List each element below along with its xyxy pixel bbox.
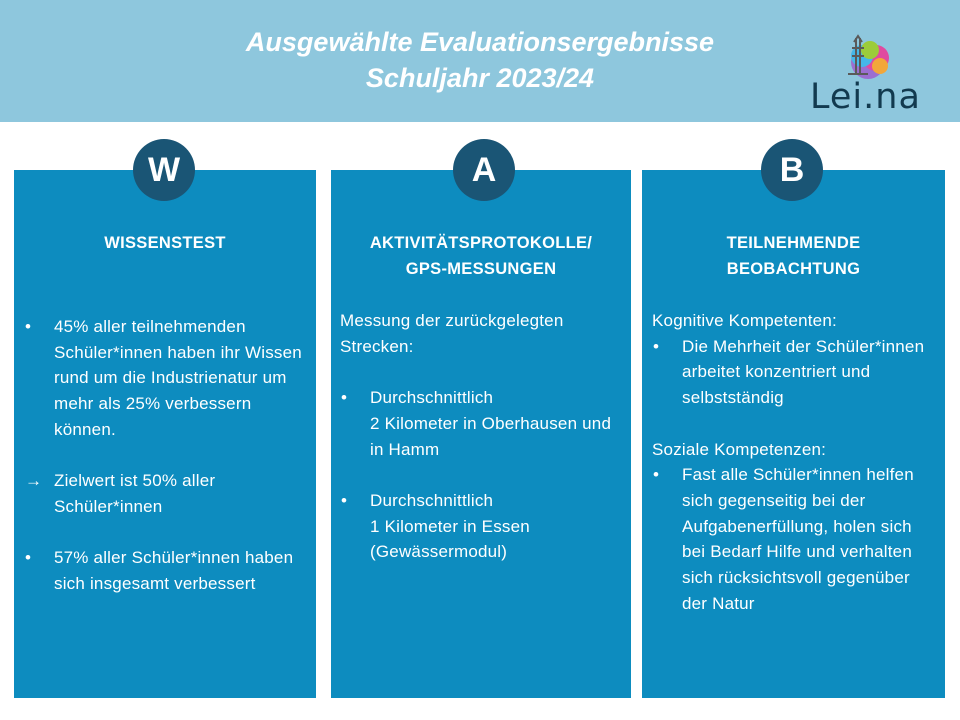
bullet-icon: • xyxy=(25,548,32,568)
section-heading: Soziale Kompetenzen: xyxy=(652,439,827,459)
panel-title xyxy=(642,230,945,282)
list-item xyxy=(652,462,937,616)
intro-text: Messung der zurückgelegten Strecken: xyxy=(340,311,564,356)
logo-text: Lei.na xyxy=(810,77,921,117)
arrow-right-icon: → xyxy=(25,471,43,491)
header-banner xyxy=(0,0,960,122)
list-item-text: 2 Kilometer in Oberhausen und in Hamm xyxy=(370,413,612,459)
bullet-icon: • xyxy=(653,336,660,356)
list-item xyxy=(24,314,310,443)
list-item-heading: Durchschnittlich xyxy=(370,490,494,510)
panel-teilnehmende-beobachtung xyxy=(642,170,945,698)
badge-b: B xyxy=(761,139,823,201)
bullet-icon: • xyxy=(341,490,348,510)
panel-body xyxy=(24,314,310,597)
panel-body xyxy=(652,308,937,616)
bullet-icon: • xyxy=(653,465,660,485)
badge-a: A xyxy=(453,139,515,201)
list-item xyxy=(24,545,310,596)
panel-wissenstest xyxy=(14,170,316,698)
leina-logo xyxy=(806,34,924,116)
list-item xyxy=(24,468,310,519)
panel-title xyxy=(14,230,316,256)
list-item xyxy=(340,488,625,565)
list-item-text: Fast alle Schüler*innen helfen sich gegenseitig bei der Aufgabenerfüllung, holen sich bei Bedarf Hilfe und verhalten sich rücksichtsvoll gegenüber der Natur xyxy=(682,465,914,613)
panel-body xyxy=(340,308,625,565)
list-item-text: 1 Kilometer in Essen (Gewässermodul) xyxy=(370,516,530,562)
list-item-heading: Durchschnittlich xyxy=(370,388,494,408)
panel-title-line-1: TEILNEHMENDE xyxy=(726,234,861,252)
panel-title-line-2: GPS-MESSUNGEN xyxy=(405,260,557,278)
list-item-text: 57% aller Schüler*innen haben sich insgesamt verbessert xyxy=(54,548,294,593)
list-item-text: Die Mehrheit der Schüler*innen arbeitet konzentriert und selbstständig xyxy=(682,336,925,408)
list-item-text: Zielwert ist 50% aller Schüler*innen xyxy=(54,471,216,516)
panel-title-line-1: AKTIVITÄTSPROTOKOLLE/ xyxy=(369,234,593,252)
title-line-1: Ausgewählte Evaluationsergebnisse xyxy=(245,27,715,57)
bullet-icon: • xyxy=(341,388,348,408)
badge-w: W xyxy=(133,139,195,201)
list-item xyxy=(652,334,937,411)
panel-title-line-2: BEOBACHTUNG xyxy=(726,260,861,278)
panel-title xyxy=(331,230,631,282)
panel-aktivitaetsprotokolle xyxy=(331,170,631,698)
section-heading: Kognitive Kompetenten: xyxy=(652,311,837,330)
bullet-icon: • xyxy=(25,317,32,336)
panel-title-line-1: WISSENSTEST xyxy=(104,234,226,252)
list-item-text: 45% aller teilnehmenden Schüler*innen haben ihr Wissen rund um die Industrienatur um mehr als 25% verbessern können. xyxy=(54,317,302,439)
title-line-2: Schuljahr 2023/24 xyxy=(365,63,595,93)
list-item xyxy=(340,385,625,462)
